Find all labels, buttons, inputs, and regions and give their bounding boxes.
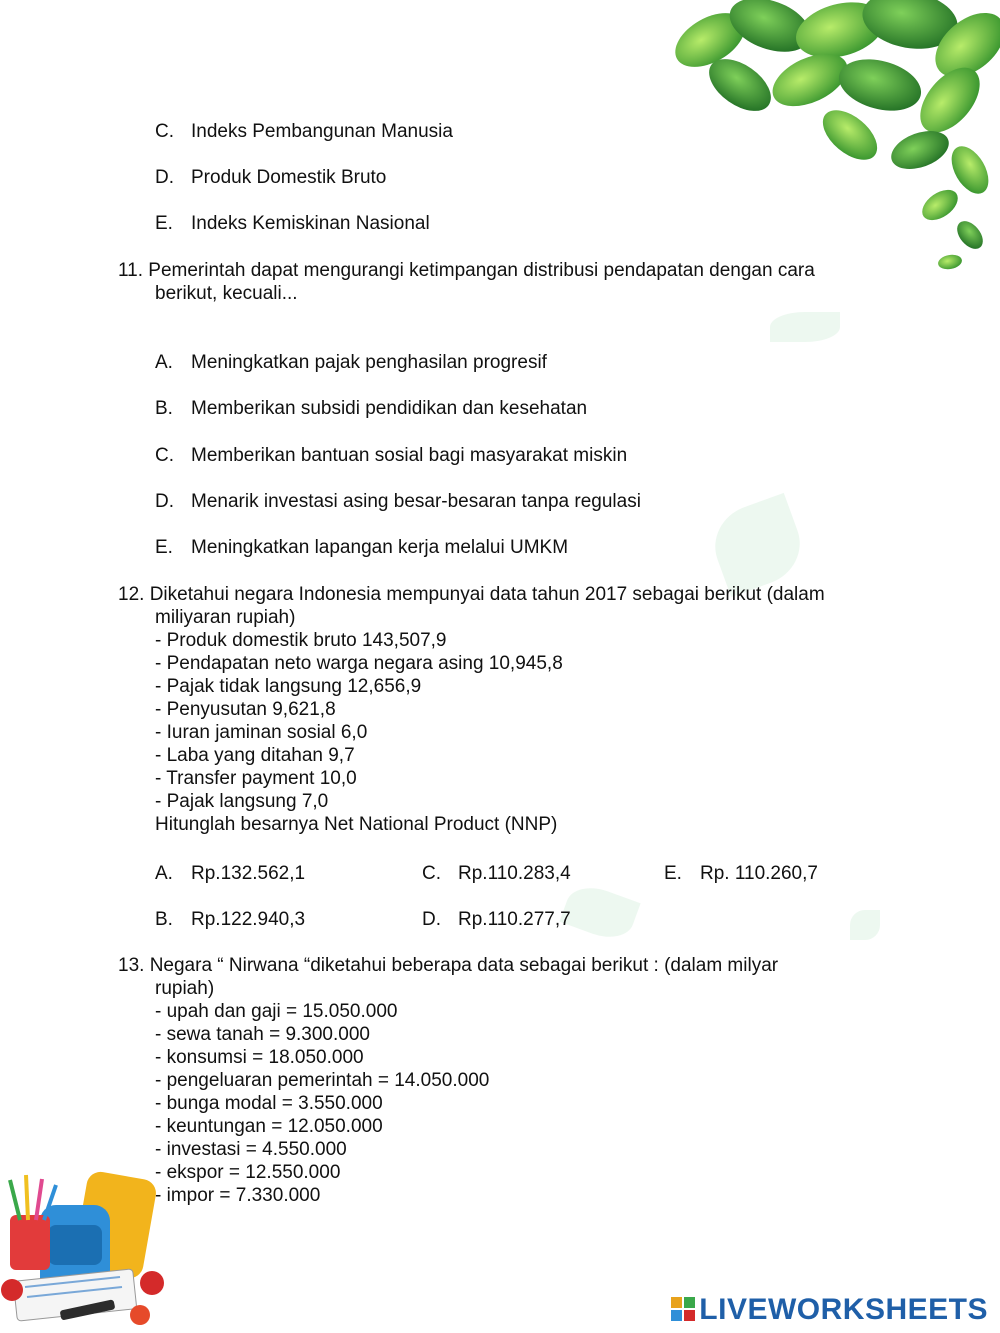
faint-leaf xyxy=(559,879,640,945)
option-q10-e: E. Indeks Kemiskinan Nasional xyxy=(155,213,430,234)
list-item: - Laba yang ditahan 9,7 xyxy=(155,745,355,766)
list-item: - Pajak langsung 7,0 xyxy=(155,791,329,812)
option-q11-a: A. Meningkatkan pajak penghasilan progresif xyxy=(155,352,547,373)
question-12 xyxy=(118,583,825,606)
option-q12-d: D. Rp.110.277,7 xyxy=(422,909,571,930)
option-q12-e: E. Rp. 110.260,7 xyxy=(664,863,818,884)
option-q11-c: C. Memberikan bantuan sosial bagi masyarakat miskin xyxy=(155,445,628,466)
list-item: - Pajak tidak langsung 12,656,9 xyxy=(155,676,422,697)
question-12-cont: miliyaran rupiah) xyxy=(155,607,296,628)
list-item: - impor = 7.330.000 xyxy=(155,1185,321,1206)
faint-leaf xyxy=(850,910,880,940)
list-item: - Produk domestik bruto 143,507,9 xyxy=(155,630,447,651)
option-q12-a: A. Rp.132.562,1 xyxy=(155,863,306,884)
list-item: - Penyusutan 9,621,8 xyxy=(155,699,336,720)
list-item: - bunga modal = 3.550.000 xyxy=(155,1093,383,1114)
question-11-cont: berikut, kecuali... xyxy=(155,283,298,304)
question-prompt: Hitunglah besarnya Net National Product (NNP) xyxy=(155,814,558,835)
question-text: Negara “ Nirwana “diketahui beberapa data sebagai berikut : (dalam milyar xyxy=(149,955,779,976)
data-list-q12 xyxy=(155,629,563,836)
list-item: - sewa tanah = 9.300.000 xyxy=(155,1024,370,1045)
question-number: 13. xyxy=(118,955,145,976)
list-item: - Transfer payment 10,0 xyxy=(155,768,357,789)
school-supplies-illustration xyxy=(0,1165,170,1333)
question-number: 11. xyxy=(118,260,144,281)
option-q11-d: D. Menarik investasi asing besar-besaran tanpa regulasi xyxy=(155,491,641,512)
list-item: - ekspor = 12.550.000 xyxy=(155,1162,341,1183)
logo-text: LIVEWORKSHEETS xyxy=(699,1293,988,1326)
logo-mark-icon xyxy=(671,1297,695,1321)
faint-leaf xyxy=(770,312,840,342)
liveworksheets-logo xyxy=(671,1293,988,1327)
list-item: - Pendapatan neto warga negara asing 10,945,8 xyxy=(155,653,563,674)
question-13-cont: rupiah) xyxy=(155,978,215,999)
list-item: - pengeluaran pemerintah = 14.050.000 xyxy=(155,1070,490,1091)
option-q11-b: B. Memberikan subsidi pendidikan dan kesehatan xyxy=(155,398,588,419)
question-text: Pemerintah dapat mengurangi ketimpangan distribusi pendapatan dengan cara xyxy=(148,260,815,281)
list-item: - investasi = 4.550.000 xyxy=(155,1139,347,1160)
list-item: - konsumsi = 18.050.000 xyxy=(155,1047,364,1068)
data-list-q13 xyxy=(155,1000,489,1207)
faint-leaf xyxy=(704,493,811,597)
question-11 xyxy=(118,259,815,282)
option-q10-d: D. Produk Domestik Bruto xyxy=(155,167,387,188)
option-q10-c: C. Indeks Pembangunan Manusia xyxy=(155,121,453,142)
question-13 xyxy=(118,954,778,977)
option-q12-c: C. Rp.110.283,4 xyxy=(422,863,571,884)
option-q12-b: B. Rp.122.940,3 xyxy=(155,909,306,930)
leaves-decoration xyxy=(650,0,1000,290)
question-number: 12. xyxy=(118,584,145,605)
list-item: - keuntungan = 12.050.000 xyxy=(155,1116,383,1137)
option-q11-e: E. Meningkatkan lapangan kerja melalui UMKM xyxy=(155,537,569,558)
question-text: Diketahui negara Indonesia mempunyai data tahun 2017 sebagai berikut (dalam xyxy=(149,584,825,605)
list-item: - Iuran jaminan sosial 6,0 xyxy=(155,722,368,743)
list-item: - upah dan gaji = 15.050.000 xyxy=(155,1001,398,1022)
